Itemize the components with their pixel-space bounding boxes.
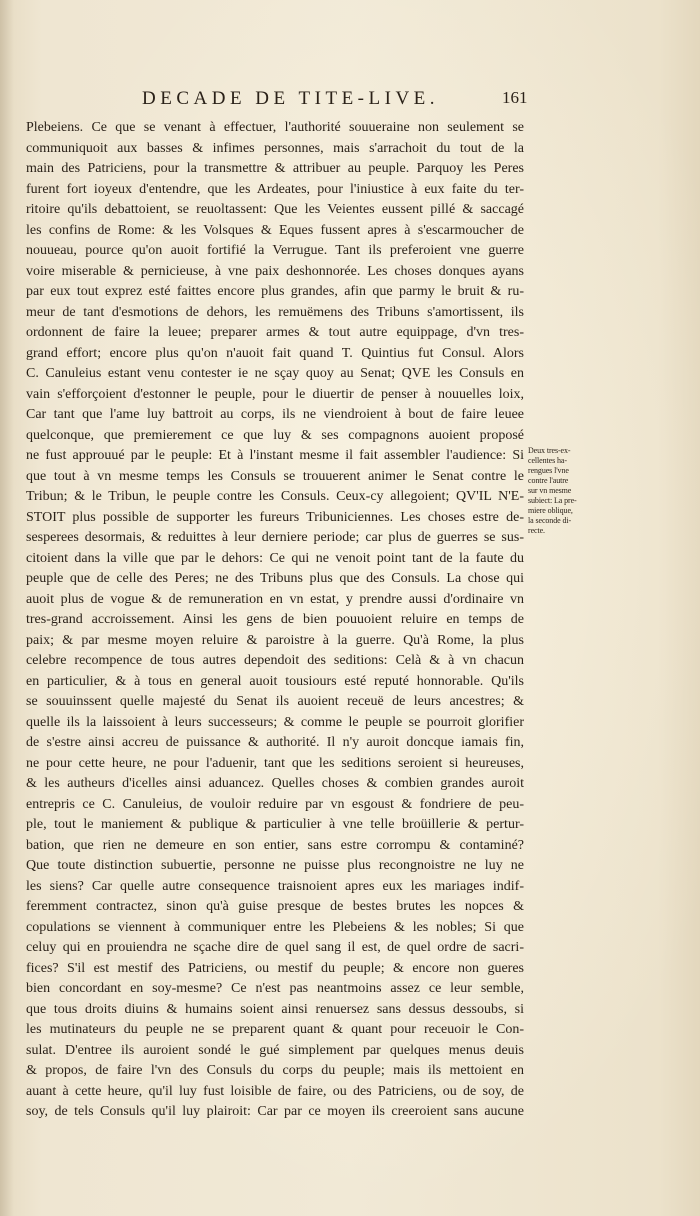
margin-note-line: rengues l'vne <box>528 466 569 475</box>
text-line: bien concordant en soy-mesme? Ce n'est pas neantmoins assez ce leur semble, <box>26 981 524 996</box>
text-line: soy, de tels Consuls qu'il luy plairoit: Car par ce moyen ils creeroient sans aucune <box>26 1104 524 1119</box>
text-line: communiquoit aux basses & infimes personnes, mais s'arrachoit du tout de la <box>26 140 524 156</box>
text-line: meur de tant d'esmotions de dehors, les remuëmens des Tribuns s'amortissent, ils <box>26 304 524 320</box>
text-line: nouueau, pource qu'on auoit fortifié la Verrugue. Tant ils preferoient vne guerre <box>26 243 524 258</box>
text-line: furent fort ioyeux d'entendre, que les Ardeates, pour l'iniustice à eux faite du ter- <box>26 181 524 197</box>
text-line: & propos, de faire l'vn des Consuls du corps du peuple; mais ils mettoient en <box>26 1063 524 1078</box>
text-line: ne pour cette heure, ne pour l'aduenir, tant que les seditions seroient si heureuses, <box>26 755 524 771</box>
text-line: par eux tout exprez esté faittes encore plus grandes, afin que parmy le bruit & ru- <box>26 284 524 299</box>
margin-note-line: miere oblique, <box>528 506 573 515</box>
text-line: ordonnent de faire la leuee; preparer armes & tout autre equippage, d'vn tres- <box>26 325 524 340</box>
text-line: Que toute distinction subuertie, personne ne puisse plus recongnoistre ne luy ne <box>26 858 524 873</box>
text-line: & les autheurs d'icelles ainsi aduancez. Quelles choses & combien grandes auroit <box>26 776 524 791</box>
text-line: Car tant que l'ame luy battroit au corps, ils ne viendroient à bout de faire leuee <box>26 407 524 422</box>
text-line: C. Canuleius estant venu contester ie ne sçay quoy au Senat; QVE les Consuls en <box>26 366 524 381</box>
running-title: DECADE DE TITE-LIVE. <box>142 88 440 109</box>
margin-note-line: contre l'autre <box>528 476 569 485</box>
text-line: tres-grand accroissement. Ainsi les gens de bien pouuoient reluire en temps de <box>26 612 524 627</box>
body-text <box>26 118 524 1123</box>
text-line: grand effort; encore plus qu'on n'auoit fait quand T. Quintius fut Consul. Alors <box>26 345 524 361</box>
text-line: feremment contractez, sinon qu'à guise presque de bestes brutes les nopces & <box>26 899 524 914</box>
text-line: sulat. D'entree ils auroient sondé le gué simplement par quelques menus deuis <box>26 1042 524 1058</box>
text-line: de s'estre ainsi accreu de puissance & authorité. Il n'y auroit doncque iamais fin, <box>26 735 524 750</box>
margin-note-line: cellentes ha- <box>528 456 567 465</box>
text-line: Tribun; & le Tribun, le peuple contre les Consuls. Ceux-cy allegoient; QV'IL N'E- <box>26 489 524 504</box>
text-line: Plebeiens. Ce que se venant à effectuer, l'authorité souueraine non seulement se <box>26 120 524 135</box>
text-line: que tout à vn mesme temps les Consuls se trouuerent animer le Senat contre le <box>26 468 524 484</box>
text-line: quelle ils la laissoient à leurs successeurs; & comme le peuple se pourroit glorifier <box>26 714 524 730</box>
margin-note <box>528 446 590 536</box>
text-line: ne fust approuué par le peuple: Et à l'instant mesme il fait assembler l'audience: Si <box>26 448 524 463</box>
text-line: peuple que de celle des Peres; ne des Tribuns plus que des Consuls. La chose qui <box>26 571 524 586</box>
text-line: fices? S'il est mestif des Patriciens, ou mestif du peuple; & encore non gueres <box>26 960 524 976</box>
text-line: sesperees desormais, & reduittes à leur derniere periode; car plus de guerres se sus- <box>26 530 524 545</box>
text-line: celuy qui en prouiendra ne sçache dire de quel sang il est, de quel ordre de sacri- <box>26 940 524 955</box>
text-line: celebre recompence de tous autres dependoit des seditions: Celà & à vn chacun <box>26 653 524 668</box>
margin-note-line: recte. <box>528 526 545 535</box>
text-line: voire miserable & pernicieuse, à vne paix deshonnorée. Les choses donques ayans <box>26 263 524 279</box>
text-line: bation, que rien ne demeure en son entier, sans estre corrompu & contaminé? <box>26 837 524 853</box>
text-line: main des Patriciens, pour la transmettre & attribuer au peuple. Parquoy les Peres <box>26 161 524 176</box>
margin-note-line: la seconde di- <box>528 516 572 525</box>
text-line: citoient dans la ville que par le dehors: Ce qui ne venoit point tant de la faute du <box>26 550 524 566</box>
text-line: paix; & par mesme moyen reluire & paroistre à la guerre. Qu'à Rome, la plus <box>26 632 524 648</box>
text-line: que tous droits diuins & humains soient ainsi renuersez sans dessus dessoubs, si <box>26 1001 524 1017</box>
text-line: vain s'efforçoient d'estonner le peuple, pour le diuertir de penser à nouuelles loix, <box>26 386 524 402</box>
margin-note-line: sur vn mesme <box>528 486 572 495</box>
text-line: auoit plus de vogue & de remuneration en vn estat, y prendre aussi d'ordinaire vn <box>26 591 524 607</box>
text-line: les confins de Rome: & les Volsques & Eques fussent apres à s'escarmoucher de <box>26 222 524 238</box>
text-line: ritoire qu'ils debattoient, se reuoltassent: Que les Veientes eussent pillé & saccagé <box>26 202 524 217</box>
running-head <box>0 88 700 114</box>
text-line: se souuinssent quelle majesté du Senat ils auoient receuë de leurs ancestres; & <box>26 694 524 709</box>
text-line: quelconque, que premierement ce que luy & ses compagnons auoient proposé <box>26 427 524 443</box>
text-line: auant à cette heure, qu'il luy fust loisible de faire, ou des Patriciens, ou de soy, de <box>26 1083 524 1099</box>
text-line: ple, tout le maniement & publique & particulier à vne telle broüillerie & pertur- <box>26 817 524 832</box>
margin-note-line: Deux tres-ex- <box>528 446 571 455</box>
gutter-shadow <box>0 0 14 1216</box>
text-line: les mutinateurs du peuple ne se preparent quant & quant pour receuoir le Con- <box>26 1022 524 1037</box>
margin-note-line: subiect: La pre- <box>528 496 577 505</box>
page-number: 161 <box>502 88 528 107</box>
text-line: STOIT plus possible de supporter les fureurs Tribuniciennes. Les choses estre de- <box>26 509 524 525</box>
text-line: en particulier, & à tous en general auoit tousiours esté reputé honnorable. Qu'ils <box>26 673 524 689</box>
text-line: entrepris ce C. Canuleius, de vouloir reduire par vn esgoust & fondriere de peu- <box>26 796 524 812</box>
text-line: copulations se viennent à communiquer entre les Plebeiens & les nobles; Si que <box>26 919 524 935</box>
text-line: les siens? Car quelle autre consequence traisnoient apres eux les mariages indif- <box>26 878 524 894</box>
